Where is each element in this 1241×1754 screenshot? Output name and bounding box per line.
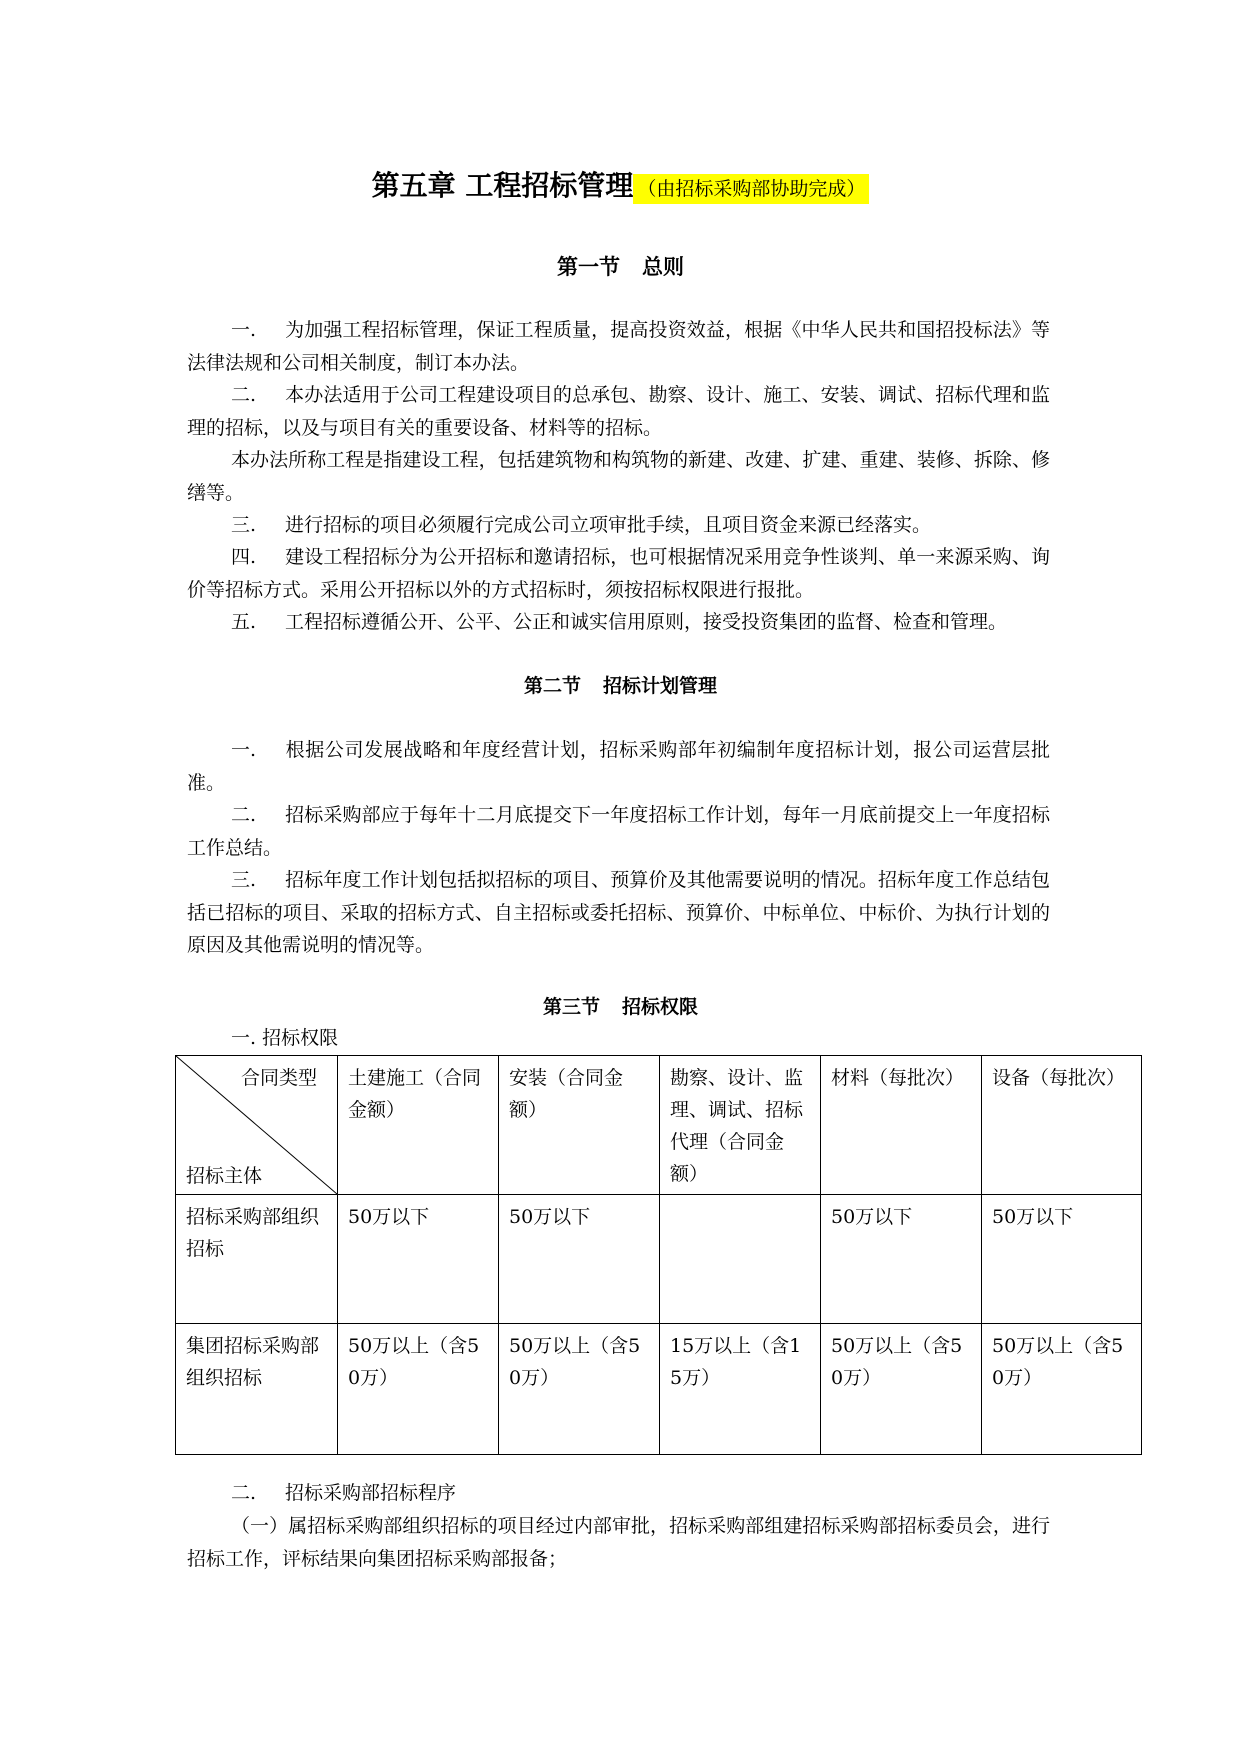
section-1-number: 第一节 (557, 255, 620, 279)
table-row-subject: 招标采购部组织招标 (176, 1195, 338, 1324)
table-corner-cell (176, 1056, 338, 1195)
chapter-title-text: 第五章 工程招标管理 (371, 169, 634, 202)
chapter-title (0, 166, 1241, 209)
authority-subtitle: 一. 招标权限 (231, 1027, 339, 1049)
paragraph-text: 工程招标遵循公开、公平、公正和诚实信用原则，接受投资集团的监督、检查和管理。 (285, 611, 1008, 633)
section-2-name: 招标计划管理 (603, 675, 718, 697)
section-1-name: 总则 (642, 255, 684, 279)
table-header-cell: 材料（每批次） (821, 1056, 982, 1195)
paragraph-text: 为加强工程招标管理，保证工程质量，提高投资效益，根据《中华人民共和国招投标法》等法律法规和公司相关制度，制订本办法。 (187, 319, 1050, 374)
section-3-number: 第三节 (542, 996, 600, 1018)
procedure-paragraph-1: （一）属招标采购部组织招标的项目经过内部审批，招标采购部组建招标采购部招标委员会，进行招标工作，评标结果向集团招标采购部报备； (187, 1515, 1050, 1570)
paragraph-number: 二. (231, 804, 257, 826)
table-cell: 50万以上（含50万） (499, 1324, 660, 1455)
table-header-cell: 勘察、设计、监理、调试、招标代理（合同金额） (660, 1056, 821, 1195)
general-paragraph-5 (187, 541, 1050, 606)
paragraph-number: 一. (231, 319, 257, 341)
general-paragraph-4 (187, 509, 1050, 542)
procedure-number: 二. (231, 1482, 257, 1504)
section-2-title (0, 672, 1241, 700)
paragraph-text: 本办法所称工程是指建设工程，包括建筑物和构筑物的新建、改建、扩建、重建、装修、拆除、修缮等。 (187, 449, 1050, 504)
plan-paragraph-2 (187, 799, 1050, 864)
table-cell: 50万以上（含50万） (338, 1324, 499, 1455)
general-paragraph-3 (187, 444, 1050, 509)
table-header-cell: 安装（合同金额） (499, 1056, 660, 1195)
paragraph-number: 二. (231, 384, 257, 406)
procedure-heading (231, 1479, 456, 1507)
table-header-row (176, 1056, 1142, 1195)
paragraph-number: 四. (231, 546, 257, 568)
paragraph-number: 三. (231, 514, 257, 536)
section-2-number: 第二节 (523, 675, 581, 697)
paragraph-text: 招标年度工作计划包括拟招标的项目、预算价及其他需要说明的情况。招标年度工作总结包括已招标的项目、采取的招标方式、自主招标或委托招标、预算价、中标单位、中标价、为执行计划的原因及其他需说明的情况等。 (187, 869, 1050, 956)
paragraph-text: 建设工程招标分为公开招标和邀请招标，也可根据情况采用竞争性谈判、单一来源采购、询价等招标方式。采用公开招标以外的方式招标时，须按招标权限进行报批。 (187, 546, 1050, 601)
table-cell: 50万以下 (821, 1195, 982, 1324)
table-cell: 50万以上（含50万） (821, 1324, 982, 1455)
paragraph-number: 三. (231, 869, 257, 891)
corner-label-contract-type: 合同类型 (240, 1067, 317, 1089)
section-1-title (0, 252, 1241, 282)
general-paragraph-1 (187, 314, 1050, 379)
corner-label-tender-subject: 招标主体 (186, 1165, 263, 1187)
table-cell: 50万以下 (338, 1195, 499, 1324)
table-cell: 15万以上（含15万） (660, 1324, 821, 1455)
paragraph-number: 一. (231, 739, 257, 761)
procedure-title: 招标采购部招标程序 (285, 1482, 457, 1504)
general-paragraph-6 (187, 606, 1050, 639)
table-row (176, 1195, 1142, 1324)
table-cell: 50万以上（含50万） (982, 1324, 1142, 1455)
plan-paragraph-3 (187, 864, 1050, 962)
paragraph-text: 本办法适用于公司工程建设项目的总承包、勘察、设计、施工、安装、调试、招标代理和监理的招标，以及与项目有关的重要设备、材料等的招标。 (187, 384, 1050, 439)
paragraph-number: 五. (231, 611, 257, 633)
table-row-subject: 集团招标采购部组织招标 (176, 1324, 338, 1455)
authority-table (175, 1055, 1142, 1455)
table-header-cell: 设备（每批次） (982, 1056, 1142, 1195)
table-cell: 50万以下 (499, 1195, 660, 1324)
table-row (176, 1324, 1142, 1455)
paragraph-text: 进行招标的项目必须履行完成公司立项审批手续，且项目资金来源已经落实。 (285, 514, 932, 536)
chapter-note-highlight: （由招标采购部协助完成） (633, 174, 869, 204)
paragraph-text: 招标采购部应于每年十二月底提交下一年度招标工作计划，每年一月底前提交上一年度招标工作总结。 (187, 804, 1050, 859)
section-3-name: 招标权限 (622, 996, 699, 1018)
paragraph-text: 根据公司发展战略和年度经营计划，招标采购部年初编制年度招标计划，报公司运营层批准。 (187, 739, 1050, 794)
plan-paragraph-1 (187, 734, 1050, 799)
general-paragraph-2 (187, 379, 1050, 444)
section-3-title (0, 993, 1241, 1021)
table-cell: 50万以下 (982, 1195, 1142, 1324)
table-cell (660, 1195, 821, 1324)
table-header-cell: 土建施工（合同金额） (338, 1056, 499, 1195)
